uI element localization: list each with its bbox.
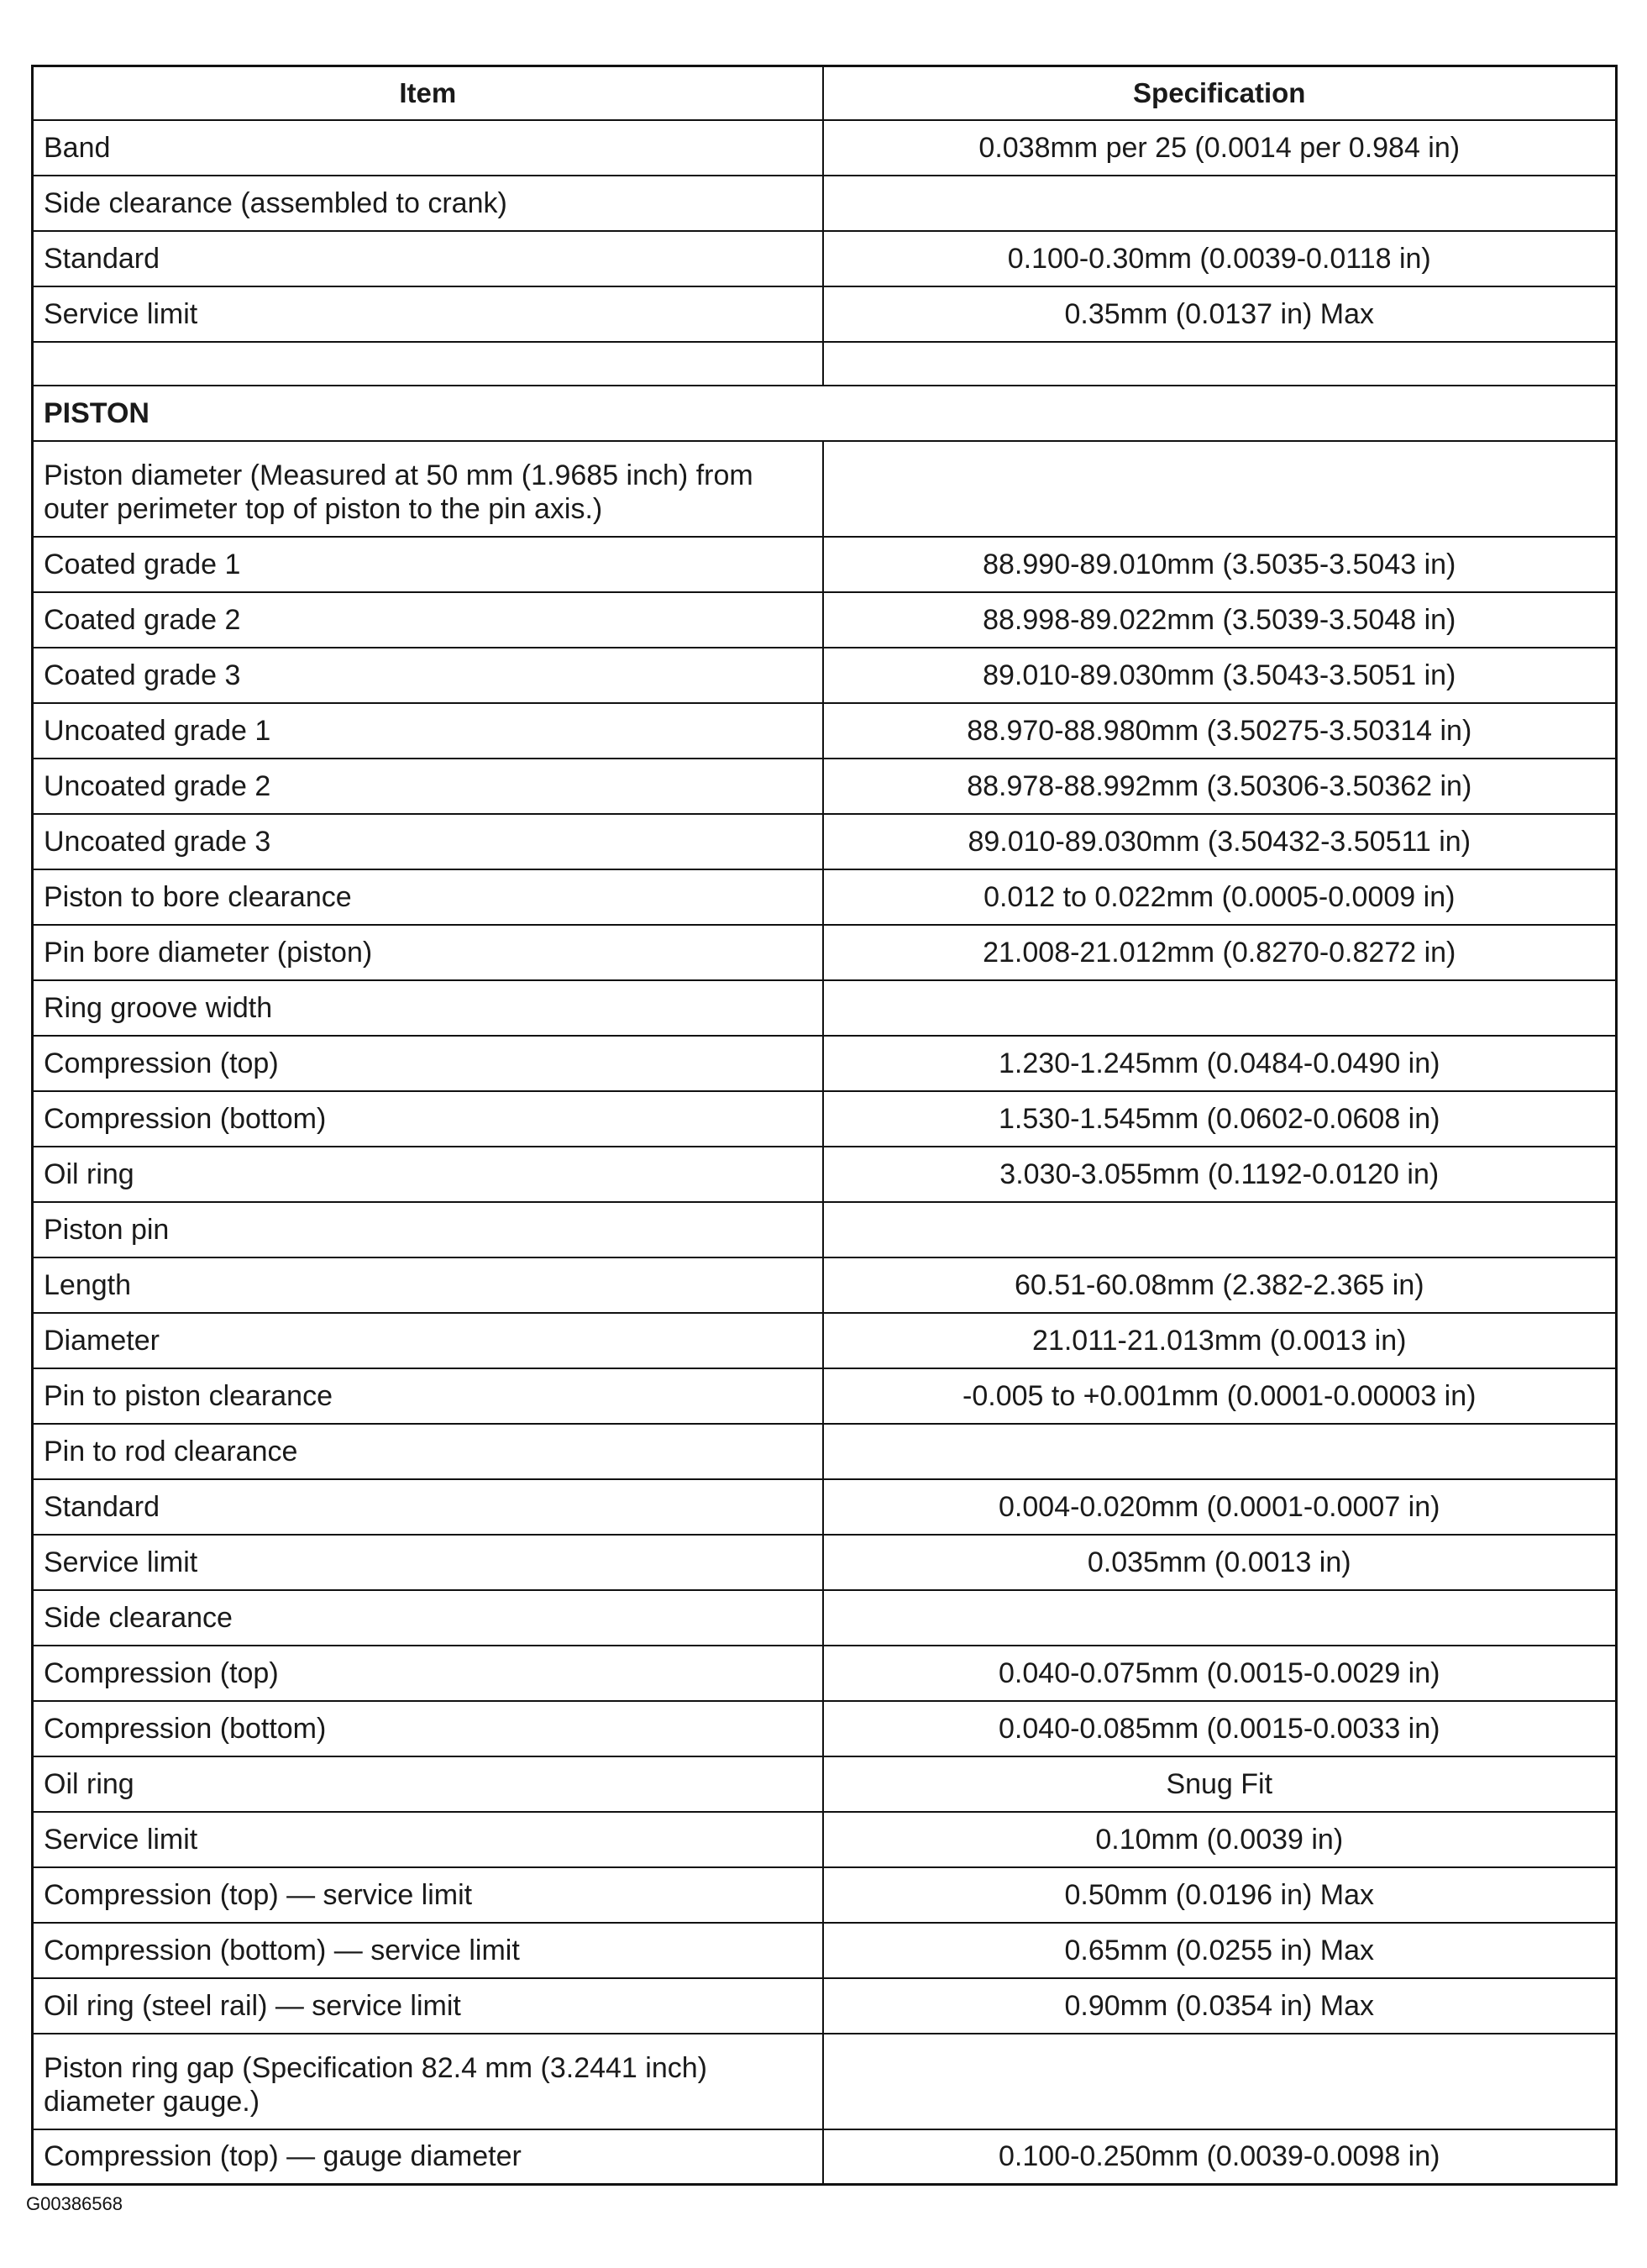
row-spec-cell: 88.990-89.010mm (3.5035-3.5043 in): [823, 537, 1617, 592]
row-spec-cell: [823, 176, 1617, 231]
row-spec-cell: 0.035mm (0.0013 in): [823, 1535, 1617, 1590]
row-spec-cell: [823, 441, 1617, 537]
row-spec-cell: -0.005 to +0.001mm (0.0001-0.00003 in): [823, 1368, 1617, 1424]
row-spec-cell: [823, 1590, 1617, 1646]
row-item-cell: Oil ring: [33, 1147, 823, 1202]
row-spec-cell: 88.970-88.980mm (3.50275-3.50314 in): [823, 703, 1617, 759]
row-item-cell: Uncoated grade 1: [33, 703, 823, 759]
table-row: [33, 1590, 1617, 1646]
row-item-cell: Piston to bore clearance: [33, 869, 823, 925]
row-spec-cell: 1.530-1.545mm (0.0602-0.0608 in): [823, 1091, 1617, 1147]
table-row: [33, 2034, 1617, 2129]
row-spec-cell: 1.230-1.245mm (0.0484-0.0490 in): [823, 1036, 1617, 1091]
row-item-cell: [33, 342, 823, 386]
table-row: [33, 1646, 1617, 1701]
table-row: [33, 1978, 1617, 2034]
row-item-cell: Coated grade 2: [33, 592, 823, 648]
row-spec-cell: 88.998-89.022mm (3.5039-3.5048 in): [823, 592, 1617, 648]
table-row: [33, 1756, 1617, 1812]
row-item-cell: Service limit: [33, 286, 823, 342]
row-spec-cell: 0.35mm (0.0137 in) Max: [823, 286, 1617, 342]
table-row: [33, 231, 1617, 286]
table-row: [33, 120, 1617, 176]
row-item-cell: Uncoated grade 2: [33, 759, 823, 814]
row-spec-cell: 60.51-60.08mm (2.382-2.365 in): [823, 1257, 1617, 1313]
row-item-cell: Compression (top) — gauge diameter: [33, 2129, 823, 2185]
item-column-header: Item: [33, 66, 823, 120]
table-row: [33, 814, 1617, 869]
row-spec-cell: 88.978-88.992mm (3.50306-3.50362 in): [823, 759, 1617, 814]
row-item-cell: Compression (bottom): [33, 1701, 823, 1756]
row-spec-cell: 0.038mm per 25 (0.0014 per 0.984 in): [823, 120, 1617, 176]
figure-code: G00386568: [26, 2193, 123, 2214]
specification-table: [31, 65, 1618, 2186]
row-spec-cell: 0.65mm (0.0255 in) Max: [823, 1923, 1617, 1978]
row-item-cell: Side clearance: [33, 1590, 823, 1646]
table-row: [33, 703, 1617, 759]
table-row: [33, 1257, 1617, 1313]
row-spec-cell: 0.040-0.085mm (0.0015-0.0033 in): [823, 1701, 1617, 1756]
table-row: [33, 441, 1617, 537]
row-item-cell: Diameter: [33, 1313, 823, 1368]
row-spec-cell: 0.100-0.30mm (0.0039-0.0118 in): [823, 231, 1617, 286]
row-item-cell: Compression (bottom): [33, 1091, 823, 1147]
table-row: [33, 759, 1617, 814]
row-item-cell: Compression (bottom) — service limit: [33, 1923, 823, 1978]
row-item-cell: Oil ring: [33, 1756, 823, 1812]
row-item-cell: Pin to piston clearance: [33, 1368, 823, 1424]
row-spec-cell: 21.008-21.012mm (0.8270-0.8272 in): [823, 925, 1617, 980]
row-item-cell: Side clearance (assembled to crank): [33, 176, 823, 231]
table-row: [33, 2129, 1617, 2185]
row-item-cell: Piston pin: [33, 1202, 823, 1257]
row-item-cell: Ring groove width: [33, 980, 823, 1036]
row-item-cell: Compression (top): [33, 1646, 823, 1701]
table-row: [33, 1535, 1617, 1590]
table-row: [33, 1424, 1617, 1479]
table-header-row: [33, 66, 1617, 120]
row-spec-cell: 0.040-0.075mm (0.0015-0.0029 in): [823, 1646, 1617, 1701]
row-spec-cell: 0.012 to 0.022mm (0.0005-0.0009 in): [823, 869, 1617, 925]
row-spec-cell: 0.50mm (0.0196 in) Max: [823, 1867, 1617, 1923]
row-item-cell: Uncoated grade 3: [33, 814, 823, 869]
table-row: [33, 1701, 1617, 1756]
table-row: [33, 1147, 1617, 1202]
table-row: [33, 1812, 1617, 1867]
row-item-cell: Compression (top) — service limit: [33, 1867, 823, 1923]
row-spec-cell: [823, 1424, 1617, 1479]
row-spec-cell: 89.010-89.030mm (3.50432-3.50511 in): [823, 814, 1617, 869]
table-row: [33, 1036, 1617, 1091]
table-row: [33, 1867, 1617, 1923]
row-spec-cell: [823, 980, 1617, 1036]
row-spec-cell: 0.004-0.020mm (0.0001-0.0007 in): [823, 1479, 1617, 1535]
row-item-cell: Piston diameter (Measured at 50 mm (1.9685 inch) from outer perimeter top of piston to the pin axis.): [33, 441, 823, 537]
table-row: [33, 386, 1617, 441]
row-item-cell: Standard: [33, 1479, 823, 1535]
table-row: [33, 592, 1617, 648]
table-row: [33, 980, 1617, 1036]
specification-column-header: Specification: [823, 66, 1617, 120]
row-item-cell: Oil ring (steel rail) — service limit: [33, 1978, 823, 2034]
row-item-cell: Compression (top): [33, 1036, 823, 1091]
row-spec-cell: [823, 342, 1617, 386]
table-row: [33, 1923, 1617, 1978]
row-item-cell: Pin to rod clearance: [33, 1424, 823, 1479]
row-item-cell: Coated grade 1: [33, 537, 823, 592]
row-item-cell: Service limit: [33, 1812, 823, 1867]
row-item-cell: Pin bore diameter (piston): [33, 925, 823, 980]
table-row: [33, 342, 1617, 386]
row-spec-cell: Snug Fit: [823, 1756, 1617, 1812]
row-spec-cell: [823, 1202, 1617, 1257]
row-item-cell: Coated grade 3: [33, 648, 823, 703]
row-item-cell: Standard: [33, 231, 823, 286]
table-row: [33, 1202, 1617, 1257]
table-row: [33, 537, 1617, 592]
table-row: [33, 1313, 1617, 1368]
table-row: [33, 1091, 1617, 1147]
row-spec-cell: 89.010-89.030mm (3.5043-3.5051 in): [823, 648, 1617, 703]
row-spec-cell: 0.10mm (0.0039 in): [823, 1812, 1617, 1867]
row-item-cell: Length: [33, 1257, 823, 1313]
row-spec-cell: 21.011-21.013mm (0.0013 in): [823, 1313, 1617, 1368]
row-spec-cell: 3.030-3.055mm (0.1192-0.0120 in): [823, 1147, 1617, 1202]
table-body: [33, 120, 1617, 2185]
row-item-cell: Piston ring gap (Specification 82.4 mm (3.2441 inch) diameter gauge.): [33, 2034, 823, 2129]
row-spec-cell: [823, 2034, 1617, 2129]
row-item-cell: Service limit: [33, 1535, 823, 1590]
table-row: [33, 1368, 1617, 1424]
table-row: [33, 176, 1617, 231]
row-spec-cell: 0.90mm (0.0354 in) Max: [823, 1978, 1617, 2034]
table-row: [33, 1479, 1617, 1535]
row-spec-cell: 0.100-0.250mm (0.0039-0.0098 in): [823, 2129, 1617, 2185]
table-row: [33, 286, 1617, 342]
table-row: [33, 869, 1617, 925]
table-row: [33, 648, 1617, 703]
table-row: [33, 925, 1617, 980]
row-item-cell: Band: [33, 120, 823, 176]
row-item-cell: PISTON: [33, 386, 1617, 441]
